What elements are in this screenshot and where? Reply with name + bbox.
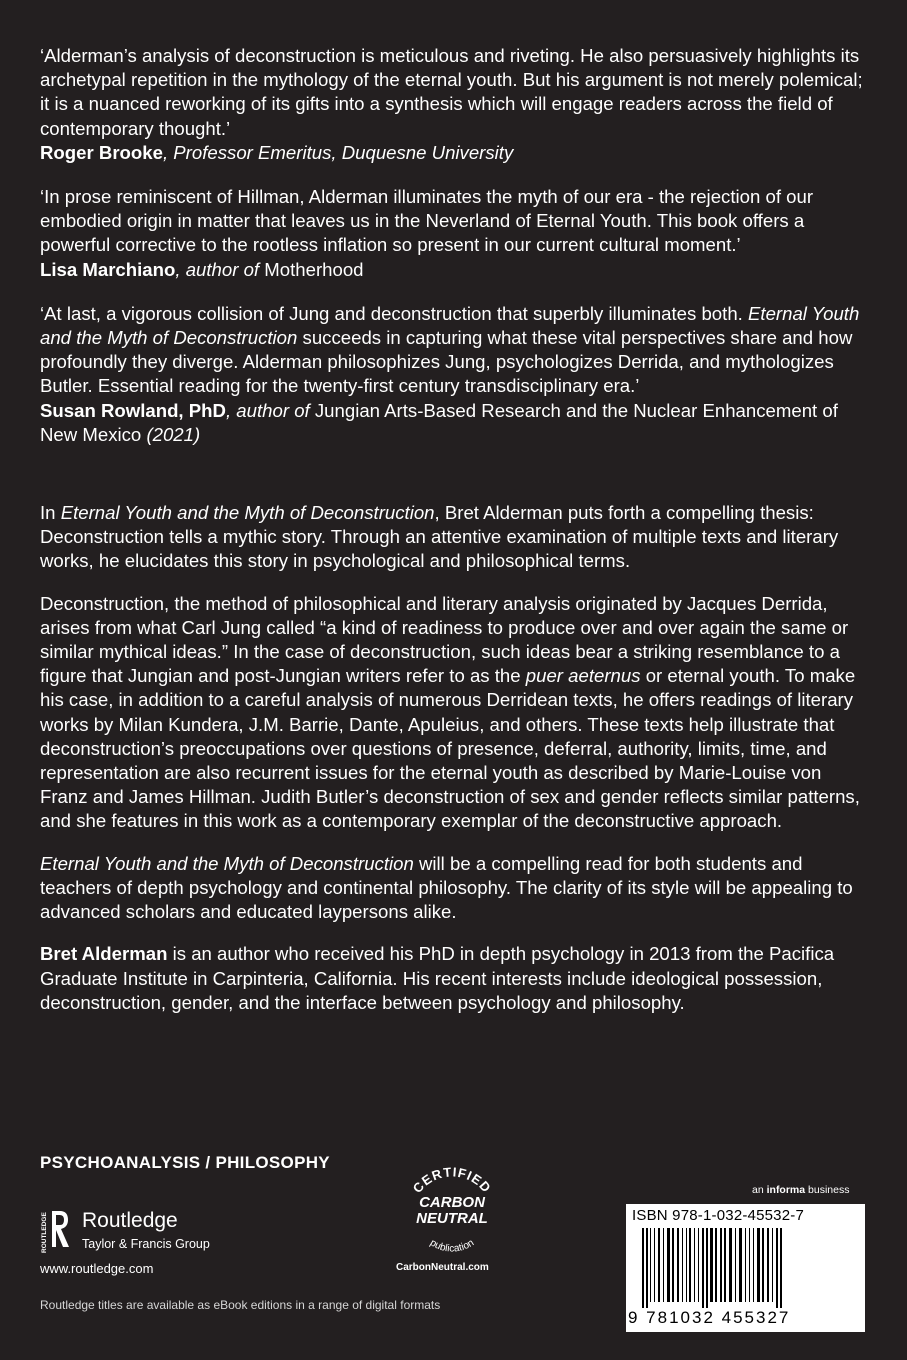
routledge-r-icon xyxy=(40,1205,70,1255)
quote-text: ‘At last, a vigorous collision of Jung and deconstruction that superbly illuminates both. Eternal Youth and the Myth of Deconstruction succeeds in capturing what these vital perspectives share and how profoundly they diverge. Alderman philosophizes Jung, psychologizes Derrida, and mythologizes Butler. Essential reading for the twenty-first century transdisciplinary era.’ xyxy=(40,302,860,397)
quote-text: ‘In prose reminiscent of Hillman, Alderman illuminates the myth of our era - the rejection of our embodied origin in matter that leaves us in the Neverland of Eternal Youth. This book offers a powerful corrective to the rootless inflation so present in our current cultural moment.’ xyxy=(40,186,814,256)
publisher-group: Taylor & Francis Group xyxy=(82,1237,210,1251)
svg-text:publication: publication xyxy=(427,1237,477,1255)
svg-text:CARBON: CARBON xyxy=(419,1194,485,1211)
endorsements xyxy=(40,44,870,447)
description-paragraph: Eternal Youth and the Myth of Deconstruction will be a compelling read for both students and teachers of depth psychology and continental philosophy. The clarity of its style will be appealing to advanced scholars and educated laypersons alike. xyxy=(40,852,853,923)
endorsement-quote xyxy=(40,44,870,165)
carbon-neutral-url: CarbonNeutral.com xyxy=(396,1262,489,1273)
publisher-name: Routledge xyxy=(82,1209,178,1232)
svg-text:NEUTRAL: NEUTRAL xyxy=(416,1210,488,1227)
back-cover-text xyxy=(40,44,870,1033)
isbn-barcode xyxy=(626,1204,865,1332)
description-paragraph: Deconstruction, the method of philosophical and literary analysis originated by Jacques Derrida, arises from what Carl Jung called “a kind of readiness to produce over and over again the same or similar mythical ideas.” In the case of deconstruction, such ideas bear a striking resemblance to a figure that Jungian and post-Jungian writers refer to as the puer aeternus or eternal youth. To make his case, in addition to a careful analysis of numerous Derridean texts, he offers readings of literary works by Milan Kundera, J.M. Barrie, Dante, Apuleius, and others. These texts help illustrate that deconstruction’s preoccupations over questions of presence, deferral, authority, limits, time, and representation are also recurrent issues for the eternal youth as described by Marie-Louise von Franz and James Hillman. Judith Butler’s deconstruction of sex and gender reflects similar patterns, and she features in this work as a contemporary exemplar of the deconstructive approach. xyxy=(40,592,860,832)
barcode-bars xyxy=(632,1228,858,1308)
description-paragraph: In Eternal Youth and the Myth of Deconstruction, Bret Alderman puts forth a compelling thesis: Deconstruction tells a mythic story. Through an attentive examination of multiple texts and literary works, he elucidates this story in psychological and philosophical terms. xyxy=(40,502,839,572)
isbn-label: ISBN 978-1-032-45532-7 xyxy=(632,1207,805,1224)
quote-text: ‘Alderman’s analysis of deconstruction is meticulous and riveting. He also persuasively highlights its archetypal repetition in the mythology of the eternal youth. But his argument is not merely polemical; it is a nuanced reworking of its gifts into a synthesis which will engage readers across the field of contemporary thought.’ xyxy=(40,45,863,139)
endorsement-quote xyxy=(40,185,870,282)
quote-attribution: Susan Rowland, PhD, author of Jungian Arts-Based Research and the Nuclear Enhancement of New Mexico (2021) xyxy=(40,399,838,445)
endorsement-quote xyxy=(40,302,870,447)
book-description xyxy=(40,501,870,1015)
quote-attribution: Lisa Marchiano, author of Motherhood xyxy=(40,258,364,280)
informa-business: an informa business xyxy=(752,1184,850,1196)
ebook-note: Routledge titles are available as eBook editions in a range of digital formats xyxy=(40,1298,441,1312)
quote-attribution: Roger Brooke, Professor Emeritus, Duquesne University xyxy=(40,141,514,163)
barcode-digits: 9 781032 455327 xyxy=(628,1308,791,1327)
publisher-url[interactable]: www.routledge.com xyxy=(40,1261,154,1276)
svg-text:ROUTLEDGE: ROUTLEDGE xyxy=(41,1212,48,1253)
svg-text:CERTIFIED: CERTIFIED xyxy=(409,1164,495,1196)
subject-category: PSYCHOANALYSIS / PHILOSOPHY xyxy=(40,1153,330,1172)
description-paragraph: Bret Alderman is an author who received his PhD in depth psychology in 2013 from the Pacifica Graduate Institute in Carpinteria, California. His recent interests include ideological possession, deconstruction, gender, and the interface between psychology and philosophy. xyxy=(40,943,835,1013)
